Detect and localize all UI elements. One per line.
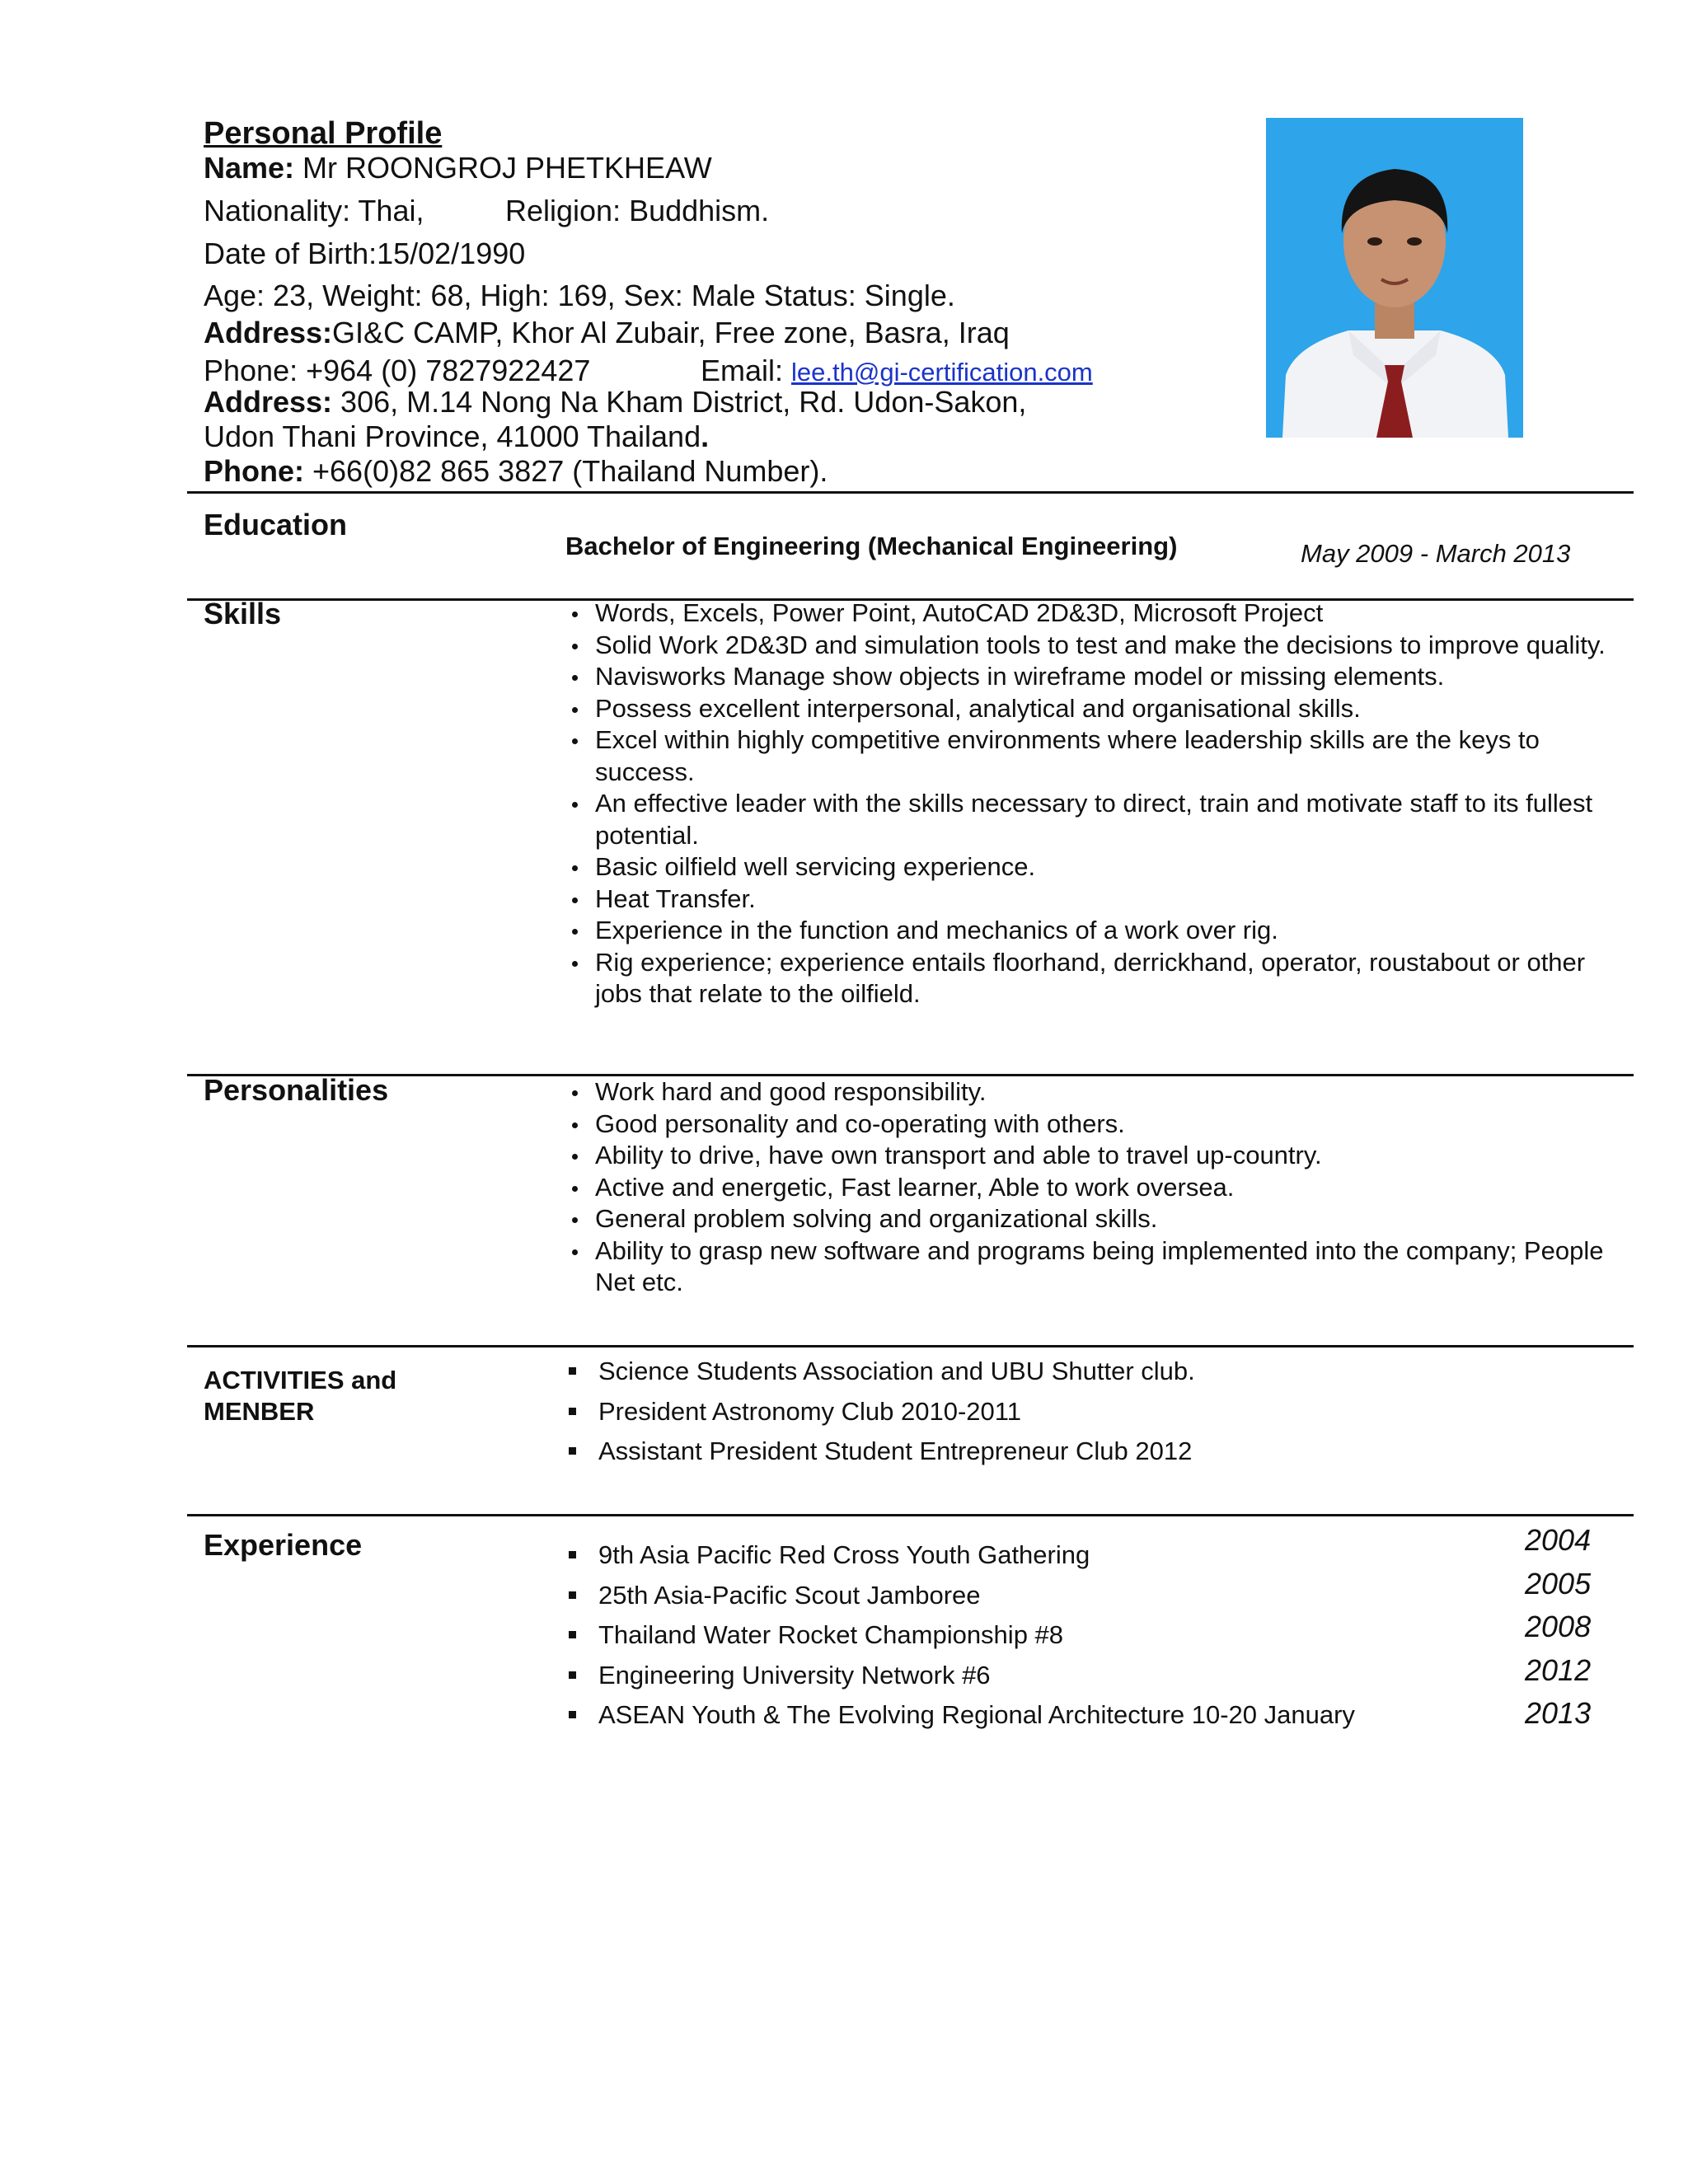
list-item: Experience in the function and mechanics of a work over rig. [569,915,1620,947]
year: 2004 [1525,1523,1592,1557]
list-item: Good personality and co-operating with others. [569,1108,1620,1141]
list-item: Basic oilfield well servicing experience. [569,851,1620,883]
degree: Bachelor of Engineering (Mechanical Engineering) [565,532,1178,560]
list-item: Assistant President Student Entrepreneur Club 2012 [569,1432,1195,1472]
list-item: Solid Work 2D&3D and simulation tools to test and make the decisions to improve quality. [569,630,1620,662]
list-item: Thailand Water Rocket Championship #8 [569,1615,1355,1656]
phone-label: Phone: [204,454,304,488]
year: 2012 [1525,1652,1592,1687]
phone-value: +66(0)82 865 3827 (Thailand Number). [304,454,828,488]
page-title: Personal Profile [204,116,443,151]
section-divider [187,491,1634,494]
list-item: Work hard and good responsibility. [569,1076,1620,1108]
experience-title: Experience [204,1528,363,1562]
address-value: 306, M.14 Nong Na Kham District, Rd. Udon-Sakon, [332,385,1027,419]
skills-list [569,598,1620,1010]
name-label: Name: [204,151,295,185]
name-value: Mr ROONGROJ PHETKHEAW [294,151,712,185]
list-item: Rig experience; experience entails floorhand, derrickhand, operator, roustabout or other jobs that relate to the oilfield. [569,947,1620,1010]
skills-title: Skills [204,597,282,630]
address-label: Address: [204,316,333,349]
list-item: Heat Transfer. [569,883,1620,916]
list-item: Words, Excels, Power Point, AutoCAD 2D&3D, Microsoft Project [569,598,1620,630]
section-divider [187,1514,1634,1516]
religion: Religion: Buddhism. [505,194,770,227]
year: 2008 [1525,1610,1592,1643]
list-item: Excel within highly competitive environments where leadership skills are the keys to success. [569,724,1620,788]
address-iraq [204,316,1010,350]
address-label: Address: [204,385,333,419]
person-photo-illustration [1266,118,1523,438]
experience-list [569,1535,1355,1736]
year: 2013 [1525,1696,1592,1730]
nationality: Nationality: Thai, [204,194,424,227]
education-dates: May 2009 - March 2013 [1301,539,1571,568]
name-line [204,151,712,185]
list-item: An effective leader with the skills necessary to direct, train and motivate staff to its fullest potential. [569,788,1620,851]
activities-list [569,1352,1195,1472]
section-divider [187,1345,1634,1347]
list-item: General problem solving and organizational skills. [569,1203,1620,1235]
list-item: ASEAN Youth & The Evolving Regional Architecture 10-20 January [569,1695,1355,1736]
email-line [701,354,1093,388]
list-item: Active and energetic, Fast learner, Able to work oversea. [569,1172,1620,1204]
year: 2005 [1525,1566,1592,1601]
list-item: 25th Asia-Pacific Scout Jamboree [569,1576,1355,1616]
list-item: Ability to grasp new software and programs being implemented into the company; People Net etc. [569,1235,1620,1299]
list-item: 9th Asia Pacific Red Cross Youth Gathering [569,1535,1355,1576]
address-value: GI&C CAMP, Khor Al Zubair, Free zone, Basra, Iraq [332,316,1010,349]
experience-years [1525,1519,1591,1736]
address-thailand-line2: Udon Thani Province, 41000 Thailand. [204,419,710,453]
profile-photo [1266,118,1523,438]
address-thailand [204,385,1026,419]
personalities-list [569,1076,1620,1299]
email-link[interactable]: lee.th@gi-certification.com [791,358,1093,387]
email-label: Email: [701,354,792,387]
phone-thailand [204,454,828,489]
personalities-title: Personalities [204,1073,389,1107]
list-item: Navisworks Manage show objects in wireframe model or missing elements. [569,661,1620,693]
date-of-birth: Date of Birth:15/02/1990 [204,237,526,270]
list-item: Possess excellent interpersonal, analytical and organisational skills. [569,693,1620,725]
age-weight-line: Age: 23, Weight: 68, High: 169, Sex: Male Status: Single. [204,279,955,312]
list-item: Engineering University Network #6 [569,1656,1355,1696]
list-item: Science Students Association and UBU Shutter club. [569,1352,1195,1392]
education-title: Education [204,508,348,541]
phone-iraq: Phone: +964 (0) 7827922427 [204,354,591,387]
list-item: Ability to drive, have own transport and able to travel up-country. [569,1140,1620,1172]
activities-title: ACTIVITIES and MENBER [204,1366,397,1426]
list-item: President Astronomy Club 2010-2011 [569,1392,1195,1432]
